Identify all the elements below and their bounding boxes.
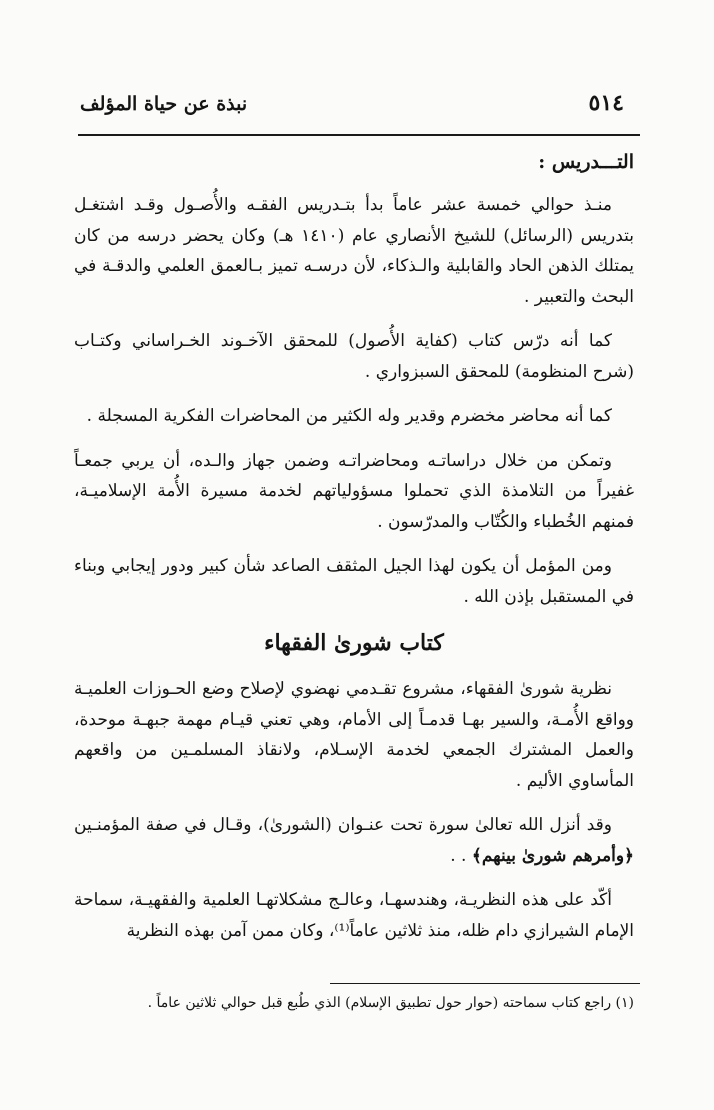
page-number: ٥١٤ — [588, 90, 624, 116]
paragraph: ومن المؤمل أن يكون لهذا الجيل المثقف الصاعد شأن كبير ودور إيجابي وبناء في المستقبل بإذن الله . — [74, 556, 634, 607]
running-title: نبذة عن حياة المؤلف — [80, 93, 248, 115]
paragraph: نظرية شورىٰ الفقهاء، مشروع تقـدمي نهضوي لإصلاح وضع الحـوزات العلميـة وواقع الأُمـة، والسير بهـا قدمـاً إلى الأمام، وهي تعني قيـام مهمة جبهـة موحدة، والعمل المشترك الجمعي لخدمة الإسـلام، ولانقاذ المسلمـين من واقعهم المأساوي الأليم . — [74, 679, 634, 791]
chapter-title: كتاب شورىٰ الفقهاء — [264, 630, 444, 656]
paragraph — [74, 810, 634, 871]
header-rule — [78, 134, 640, 136]
section-heading: التـــدريس : — [538, 151, 634, 173]
paragraph: كما أنه محاضر مخضرم وقدير وله الكثير من المحاضرات الفكرية المسجلة . — [86, 406, 612, 426]
paragraph-text: وقد أنزل الله تعالىٰ سورة تحت عنـوان (الشورىٰ)، وقـال في صفة المؤمنـين — [74, 815, 612, 835]
footnote-rule — [330, 983, 640, 984]
footnote: (١) راجع كتاب سماحته (حوار حول تطبيق الإسلام) الذي طُبع قبل حوالي ثلاثين عاماً . — [147, 995, 634, 1011]
body-text — [74, 146, 634, 960]
paragraph: منـذ حوالي خمسة عشر عاماً بدأ بتـدريس الفقـه والأُصـول وقـد اشتغـل بتدريس (الرسائل) للشيخ الأنصاري عام (١٤١٠ هـ) وكان يحضر درسه من كان يمتلك الذهن الحاد والقابلية والـذكاء، لأن درسـه تميز بـالعمق العلمي والدقـة في البحث والتعبير . — [74, 195, 634, 307]
paragraph: أكّد على هذه النظريـة، وهندسهـا، وعالـج مشكلاتهـا العلمية والفقهيـة، سماحة الإمام الشيرازي دام ظله، منذ ثلاثين عاماً⁽¹⁾، وكان ممن آمن بهذه النظرية — [74, 890, 634, 941]
paragraph-tail: . . — [450, 845, 472, 866]
paragraph: كما أنه درّس كتاب (كفاية الأُصول) للمحقق الآخـوند الخـراساني وكتـاب (شرح المنظومة) للمحقق السبزواري . — [74, 331, 634, 382]
quran-verse: ﴿وأمرهم شورىٰ بينهم﴾ — [471, 845, 634, 866]
paragraph: وتمكن من خلال دراساتـه ومحاضراتـه وضمن جهاز والـده، أن يربي جمعـاً غفيراً من التلامذة الذي تحملوا مسؤولياتهم لخدمة مسيرة الأُمة الإسلاميـة، فمنهم الخُطباء والكُتّاب والمدرّسون . — [74, 450, 634, 532]
